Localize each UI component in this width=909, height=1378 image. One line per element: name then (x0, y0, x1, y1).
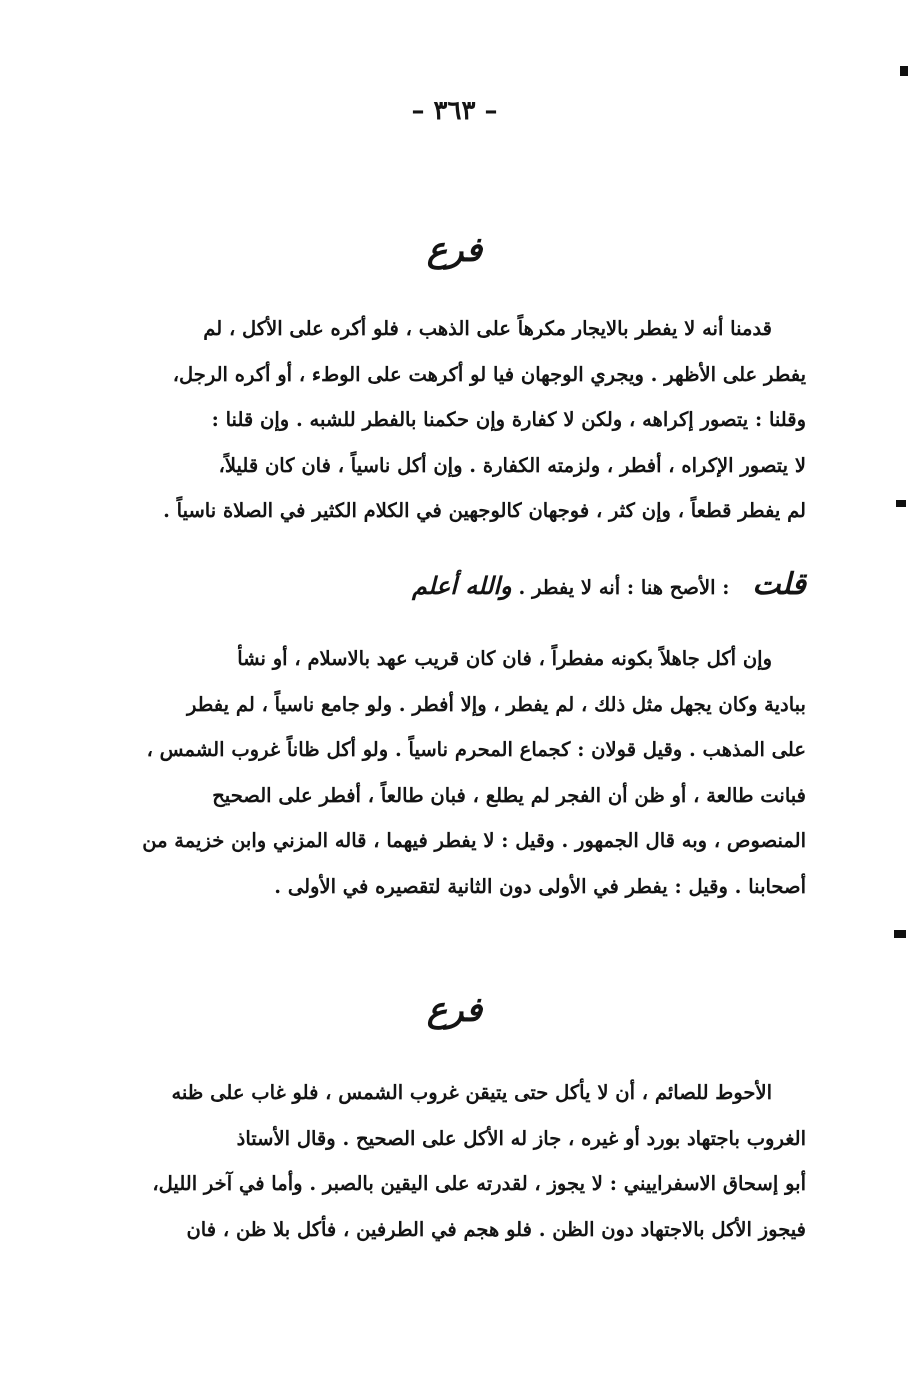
qult-label: قلت (752, 567, 806, 602)
paragraph-line: يفطر على الأظهر . ويجري الوجهان فيا لو أكرهت على الوطء ، أو أكره الرجل، (172, 362, 806, 386)
paragraph-line: قدمنا أنه لا يفطر بالايجار مكرهاً على الذهب ، فلو أكره على الأكل ، لم (203, 317, 772, 340)
page-number: – ٣٦٣ – (411, 96, 498, 126)
paragraph-line: فبانت طالعة ، أو ظن أن الفجر لم يطلع ، فبان طالعاً ، أفطر على الصحيح (212, 783, 806, 807)
closing-formula: والله أعلم (412, 571, 512, 600)
paragraph-line: الغروب باجتهاد بورد أو غيره ، جاز له الأكل على الصحيح . وقال الأستاذ (236, 1126, 806, 1150)
margin-mark (896, 500, 906, 507)
paragraph-line: الأحوط للصائم ، أن لا يأكل حتى يتيقن غروب الشمس ، فلو غاب على ظنه (171, 1081, 772, 1104)
paragraph-line: على المذهب . وقيل قولان : كجماع المحرم ناسياً . ولو أكل ظاناً غروب الشمس ، (146, 738, 806, 762)
paragraph-line: ببادية وكان يجهل مثل ذلك ، لم يفطر ، وإلا أفطر . ولو جامع ناسياً ، لم يفطر (187, 692, 806, 716)
paragraph-line: وإن أكل جاهلاً بكونه مفطراً ، فان كان قريب عهد بالاسلام ، أو نشأ (237, 647, 772, 670)
margin-mark (900, 66, 908, 76)
paragraph-line: المنصوص ، وبه قال الجمهور . وقيل : لا يفطر فيهما ، قاله المزني وابن خزيمة من (142, 829, 806, 853)
paragraph-line: لم يفطر قطعاً ، وإن كثر ، فوجهان كالوجهين في الكلام الكثير في الصلاة ناسياً . (163, 499, 806, 523)
paragraph-line: أصحابنا . وقيل : يفطر في الأولى دون الثانية لتقصيره في الأولى . (274, 874, 806, 898)
paragraph-line: أبو إسحاق الاسفراييني : لا يجوز ، لقدرته على اليقين بالصبر . وأما في آخر الليل، (152, 1172, 806, 1196)
paragraph-2 (118, 636, 806, 910)
paragraph-line: وقلنا : يتصور إكراهه ، ولكن لا كفارة وإن حكمنا بالفطر للشبه . وإن قلنا : (211, 408, 806, 432)
section-heading-far2: فرع (426, 990, 483, 1030)
paragraph-3 (118, 1070, 806, 1252)
qult-text: : الأصح هنا : أنه لا يفطر . (518, 576, 730, 599)
section-heading-far1: فرع (426, 230, 483, 270)
paragraph-line: فيجوز الأكل بالاجتهاد دون الظن . فلو هجم في الطرفين ، فأكل بلا ظن ، فان (186, 1217, 806, 1241)
margin-mark (894, 930, 906, 938)
qult-note (118, 565, 806, 608)
paragraph-line: لا يتصور الإكراه ، أفطر ، ولزمته الكفارة . وإن أكل ناسياً ، فان كان قليلاً، (218, 453, 806, 477)
paragraph-1 (118, 306, 806, 534)
